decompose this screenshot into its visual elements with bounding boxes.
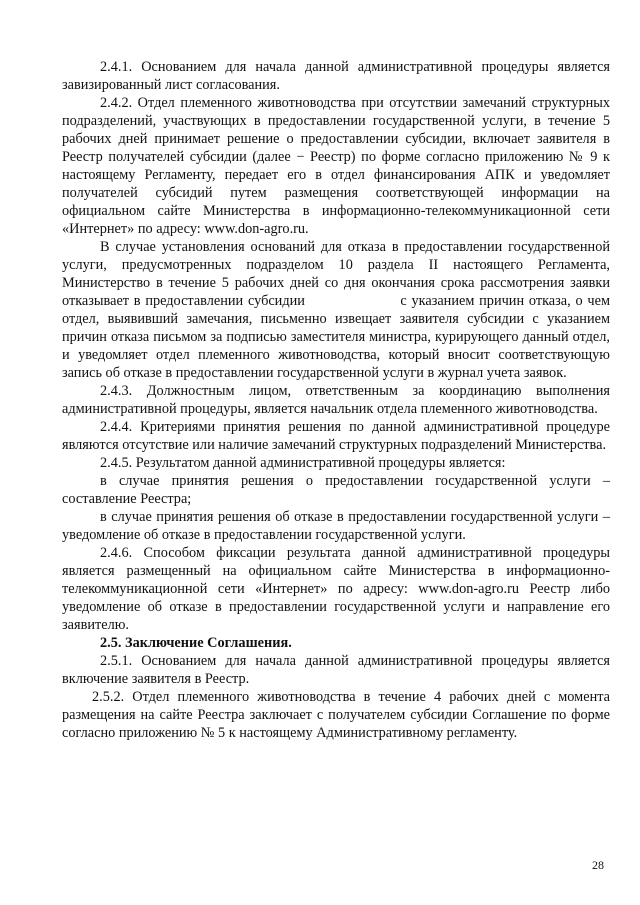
- document-body: [62, 58, 614, 742]
- paragraph-2-4-1: 2.4.1. Основанием для начала данной административной процедуры является завизированный лист согласования.: [62, 59, 610, 93]
- paragraph-result-refusal: в случае принятия решения об отказе в предоставлении государственной услуги – уведомление об отказе в предоставлении государственной услуги.: [62, 509, 610, 543]
- paragraph-2-4-4: 2.4.4. Критериями принятия решения по данной административной процедуре являются отсутствие или наличие замечаний структурных подразделений Министерства.: [62, 419, 610, 453]
- section-heading-2-5: 2.5. Заключение Соглашения.: [100, 635, 292, 651]
- paragraph-refusal-case: В случае установления оснований для отказа в предоставлении государственной услуги, предусмотренных подразделом 10 раздела II настоящего Регламента, Министерство в течение 5 рабочих дней со дня окончания срока рассмотрения заявки отказывает в предоставлении субсидии с указанием причин отказа, о чем отдел, выявивший замечания, письменно извещает заявителя субсидии с указанием причин отказа письмом за подписью заместителя министра, курирующего данный отдел, и уведомляет отдел племенного животноводства, который вносит соответствующую запись об отказе в предоставлении государственной услуги в журнал учета заявок.: [62, 239, 614, 381]
- paragraph-2-5-2: 2.5.2. Отдел племенного животноводства в течение 4 рабочих дней с момента размещения на сайте Реестра заключает с получателем субсидии Соглашение по форме согласно приложению № 5 к настоящему Административному регламенту.: [62, 689, 610, 741]
- page-number: 28: [592, 858, 604, 872]
- paragraph-2-5-1: 2.5.1. Основанием для начала данной административной процедуры является включение заявителя в Реестр.: [62, 653, 610, 687]
- paragraph-result-approval: в случае принятия решения о предоставлении государственной услуги – составление Реестра;: [62, 473, 610, 507]
- paragraph-2-4-3: 2.4.3. Должностным лицом, ответственным за координацию выполнения административной процедуры, является начальник отдела племенного животноводства.: [62, 383, 610, 417]
- paragraph-2-4-5: 2.4.5. Результатом данной административной процедуры является:: [100, 455, 506, 471]
- paragraph-2-4-2: 2.4.2. Отдел племенного животноводства при отсутствии замечаний структурных подразделений, участвующих в предоставлении государственной услуги, в течение 5 рабочих дней принимает решение о предоставлении субсидии, включает заявителя в Реестр получателей субсидии (далее − Реестр) по форме согласно приложению № 9 к настоящему Регламенту, передает его в отдел финансирования АПК и уведомляет получателей субсидий путем размещения соответствующей информации на официальном сайте Министерства в информационно-телекоммуникационной сети «Интернет» по адресу: www.don-agro.ru.: [62, 95, 610, 237]
- paragraph-2-4-6: 2.4.6. Способом фиксации результата данной административной процедуры является размещенный на официальном сайте Министерства в информационно-телекоммуникационной сети «Интернет» по адресу: www.don-agro.ru Реестр либо уведомление об отказе в предоставлении государственной услуги и направление его заявителю.: [62, 545, 610, 633]
